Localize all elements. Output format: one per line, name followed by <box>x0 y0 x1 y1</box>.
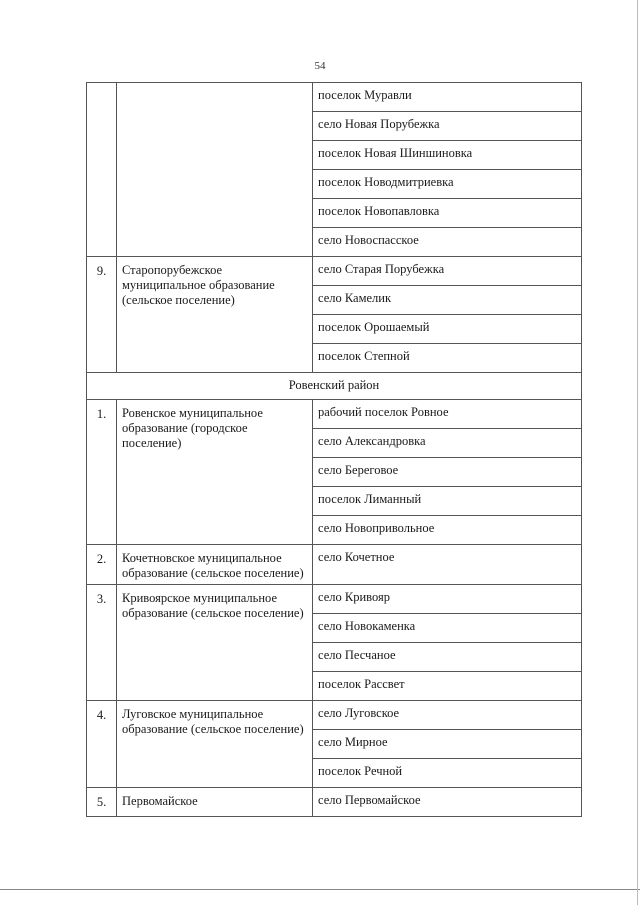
settlement-name: поселок Лиманный <box>313 487 582 516</box>
settlement-name: поселок Орошаемый <box>313 315 582 344</box>
municipality-name: Первомайское <box>117 788 313 817</box>
settlement-name: село Новокаменка <box>313 614 582 643</box>
municipality-name: Кочетновское муниципальное образование (сельское поселение) <box>117 545 313 585</box>
settlement-name: село Камелик <box>313 286 582 315</box>
page-number: 54 <box>314 60 326 72</box>
settlement-name: село Александровка <box>313 429 582 458</box>
row-number: 5. <box>87 788 117 817</box>
district-title: Ровенский район <box>87 373 582 400</box>
municipality-name: Кривоярское муниципальное образование (сельское поселение) <box>117 585 313 701</box>
scan-edge-bottom <box>0 889 640 890</box>
row-number: 3. <box>87 585 117 701</box>
district-row <box>87 373 582 400</box>
settlement-name: поселок Степной <box>313 344 582 373</box>
settlements-table <box>86 82 582 817</box>
settlement-name: село Кочетное <box>313 545 582 585</box>
district-row-group <box>87 373 582 400</box>
municipality-name: Ровенское муниципальное образование (городское поселение) <box>117 400 313 545</box>
row-number <box>87 83 117 257</box>
table-row <box>87 701 582 730</box>
municipality-name <box>117 83 313 257</box>
row-number: 1. <box>87 400 117 545</box>
settlement-name: село Береговое <box>313 458 582 487</box>
settlement-name: поселок Новопавловка <box>313 199 582 228</box>
table-row <box>87 585 582 614</box>
row-number: 4. <box>87 701 117 788</box>
settlement-name: село Первомайское <box>313 788 582 817</box>
settlement-name: поселок Новодмитриевка <box>313 170 582 199</box>
table-row <box>87 788 582 817</box>
settlement-name: село Песчаное <box>313 643 582 672</box>
table-body-bottom <box>87 400 582 817</box>
table-row <box>87 257 582 286</box>
table-row <box>87 545 582 585</box>
settlement-name: село Старая Порубежка <box>313 257 582 286</box>
row-number: 2. <box>87 545 117 585</box>
settlement-name: поселок Новая Шиншиновка <box>313 141 582 170</box>
settlement-name: рабочий поселок Ровное <box>313 400 582 429</box>
municipality-name: Луговское муниципальное образование (сельское поселение) <box>117 701 313 788</box>
table-row <box>87 83 582 112</box>
table-row <box>87 400 582 429</box>
table-body-top <box>87 83 582 373</box>
row-number: 9. <box>87 257 117 373</box>
scan-edge-right <box>637 0 638 905</box>
municipality-name: Старопорубежское муниципальное образование (сельское поселение) <box>117 257 313 373</box>
settlement-name: поселок Муравли <box>313 83 582 112</box>
settlement-name: село Кривояр <box>313 585 582 614</box>
settlement-name: село Новопривольное <box>313 516 582 545</box>
settlement-name: поселок Рассвет <box>313 672 582 701</box>
settlement-name: село Новоспасское <box>313 228 582 257</box>
settlement-name: село Луговское <box>313 701 582 730</box>
settlement-name: село Новая Порубежка <box>313 112 582 141</box>
settlement-name: поселок Речной <box>313 759 582 788</box>
settlement-name: село Мирное <box>313 730 582 759</box>
